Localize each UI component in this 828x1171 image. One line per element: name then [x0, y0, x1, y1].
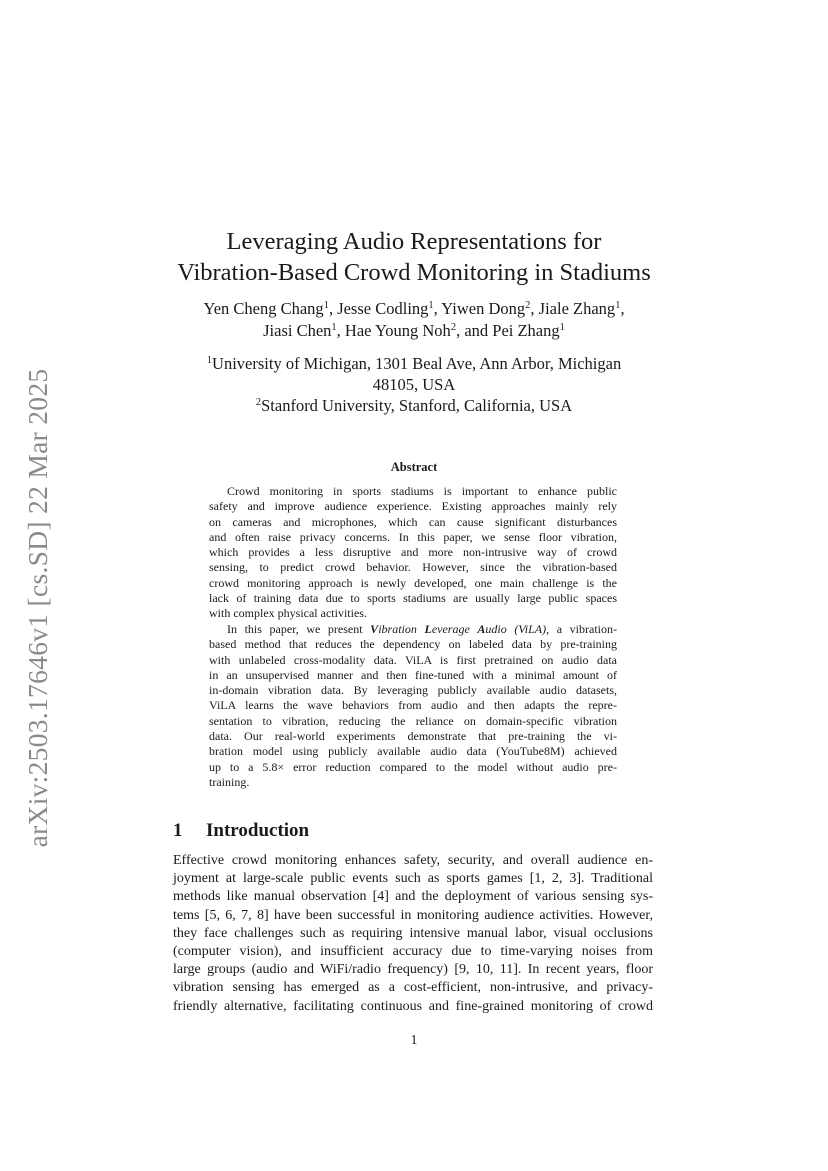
body-text-line: methods like manual observation [4] and the deployment of various sensing sys-: [173, 889, 653, 905]
abstract-p2-intro-end: , a vibration-: [546, 622, 617, 636]
body-text-line: joyment at large-scale public events such as sports games [1, 2, 3]. Traditional: [173, 871, 653, 887]
title-line-2: Vibration-Based Crowd Monitoring in Stadiums: [177, 259, 651, 286]
author-separator: ,: [456, 321, 465, 340]
title-line-1: Leveraging Audio Representations for: [226, 228, 602, 255]
abstract-line: ViLA learns the wave behaviors from audio and then adapts the repre-: [209, 698, 617, 713]
affiliation-2: [0, 395, 828, 416]
acronym-udio: udio (ViLA): [485, 622, 547, 636]
affiliation-2-marker: 2: [255, 397, 262, 408]
abstract-line: and often raise privacy concerns. In this paper, we sense floor vibration,: [209, 529, 617, 544]
abstract-line: based method that reduces the dependency on labeled data by pre-training: [209, 637, 617, 652]
abstract-line: data. Our real-world experiments demonstrate that pre-training the vi-: [209, 729, 617, 744]
abstract-line: safety and improve audience experience. Existing approaches mainly rely: [209, 499, 617, 514]
section-heading: [173, 820, 309, 842]
author-affiliation-marker: 1: [559, 322, 565, 333]
abstract-line: Crowd monitoring in sports stadiums is important to enhance public: [227, 484, 617, 498]
affiliation-1: [0, 353, 828, 374]
author-affiliation-marker: 1: [615, 300, 621, 311]
abstract-p2-first-line: [209, 622, 617, 637]
body-text-line: tems [5, 6, 7, 8] have been successful in monitoring audience activities. However,: [173, 907, 653, 923]
body-text-line: (computer vision), and insufficient accuracy due to time-varying noises from: [173, 944, 653, 960]
abstract-line: training.: [209, 774, 250, 789]
affiliation-2-line-1: Stanford University, Stanford, California, USA: [261, 396, 573, 415]
author-name: Yiwen Dong: [441, 299, 526, 318]
section-title: Introduction: [206, 820, 310, 841]
author-list: [0, 298, 828, 342]
author-separator: ,: [433, 299, 442, 318]
acronym-v: V: [370, 622, 379, 636]
abstract-line: on cameras and microphones, which can cause significant disturbances: [209, 514, 617, 529]
body-text-line: large groups (audio and WiFi/radio frequency) [9, 10, 11]. In recent years, floor: [173, 962, 653, 978]
page-number: 1: [410, 1033, 418, 1048]
abstract-line: sensing, to predict crowd behavior. However, since the vibration-based: [209, 560, 617, 575]
affiliation-1-marker: 1: [206, 355, 213, 366]
body-text-line: they face challenges such as requiring intensive manual labor, visual occlusions: [173, 925, 653, 941]
author-name: Jesse Codling: [337, 299, 429, 318]
abstract-line: up to a 5.8× error reduction compared to the model without audio pre-: [209, 759, 617, 774]
author-line-2: [0, 320, 828, 342]
paper-title: [0, 226, 828, 288]
author-separator: ,: [620, 299, 625, 318]
author-affiliation-marker: 1: [428, 300, 434, 311]
abstract-line: lack of training data due to sports stadiums are usually large public spaces: [209, 591, 617, 606]
affiliation-1-cont: 48105, USA: [372, 375, 456, 394]
abstract-line: bration model using publicly available audio data (YouTube8M) achieved: [209, 744, 617, 759]
author-name: Jiasi Chen: [263, 321, 332, 340]
body-text-line: vibration sensing has emerged as a cost-efficient, non-intrusive, and privacy-: [173, 980, 653, 996]
author-affiliation-marker: 2: [525, 300, 531, 311]
author-separator: ,: [336, 321, 345, 340]
author-separator: ,: [530, 299, 539, 318]
acronym-l: L: [424, 622, 432, 636]
arxiv-identifier: arXiv:2503.17646v1 [cs.SD] 22 Mar 2025: [22, 368, 53, 848]
author-affiliation-marker: 2: [450, 322, 457, 333]
abstract-line: with complex physical activities.: [209, 606, 367, 621]
abstract-heading: Abstract: [390, 460, 438, 474]
affiliations: [0, 353, 828, 416]
acronym-a: A: [477, 622, 486, 636]
acronym-everage: everage: [431, 622, 478, 636]
body-text-line: Effective crowd monitoring enhances safety, security, and overall audience en-: [173, 853, 653, 868]
author-line-1: [0, 298, 828, 320]
author-name: Jiale Zhang: [538, 299, 616, 318]
abstract-paragraph-1: [209, 484, 617, 622]
author-affiliation-marker: 1: [323, 300, 329, 311]
author-affiliation-marker: 1: [331, 322, 337, 333]
abstract-p2-intro: In this paper, we present: [227, 622, 371, 636]
abstract-line: sentation to vibration, reducing the reliance on domain-specific vibration: [209, 713, 617, 728]
author-name: and Pei Zhang: [464, 321, 560, 340]
author-separator: ,: [328, 299, 338, 318]
abstract-line: which provides a less disruptive and more non-intrusive way of crowd: [209, 545, 617, 560]
abstract-line: with unlabeled cross-modality data. ViLA is first pretrained on audio data: [209, 652, 617, 667]
introduction-paragraph: [173, 852, 653, 1016]
affiliation-1-line-1: University of Michigan, 1301 Beal Ave, Ann Arbor, Michigan: [212, 354, 622, 373]
abstract-line: crowd monitoring approach is newly developed, one main challenge is the: [209, 575, 617, 590]
author-name: Hae Young Noh: [344, 321, 451, 340]
author-name: Yen Cheng Chang: [203, 299, 324, 318]
abstract-p2-body: [209, 637, 617, 790]
abstract-line: in an unsupervised manner and then fine-tuned with a minimal amount of: [209, 667, 617, 682]
abstract-line: in-domain vibration data. By leveraging publicly available audio datasets,: [209, 683, 617, 698]
section-number: 1: [173, 820, 183, 841]
acronym-ibration: ibration: [378, 622, 425, 636]
body-text-line: friendly alternative, facilitating continuous and fine-grained monitoring of crowd: [173, 998, 653, 1014]
abstract-paragraph-2: [209, 622, 617, 790]
